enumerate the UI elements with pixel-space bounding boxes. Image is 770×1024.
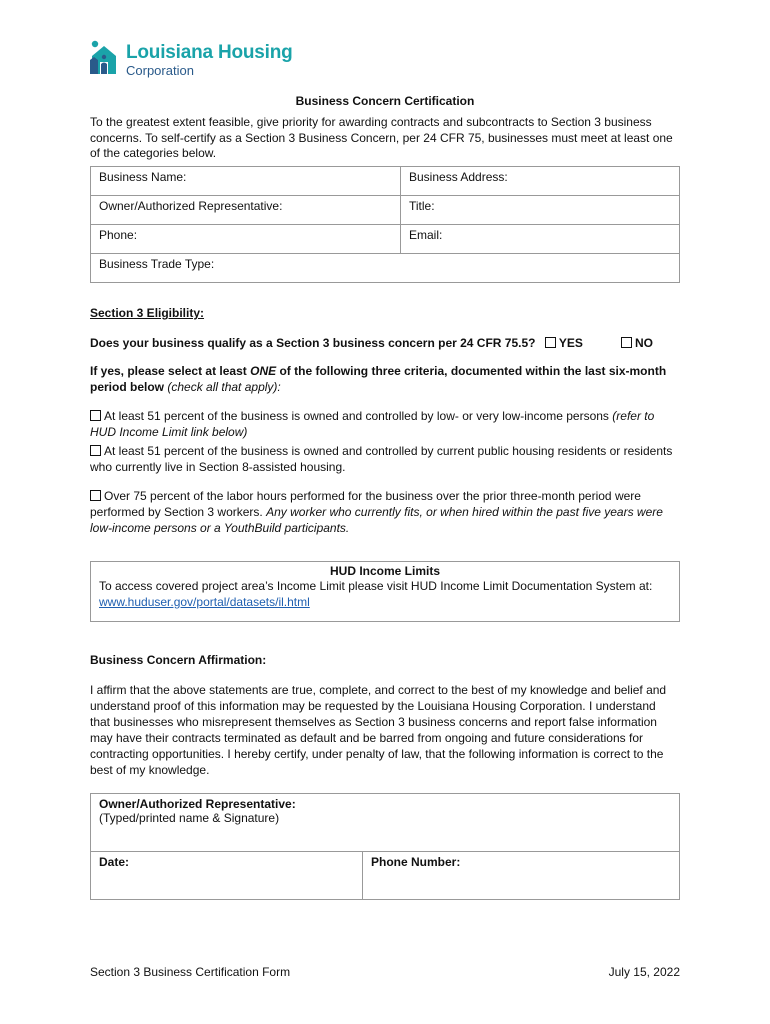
criteria-2-text: At least 51 percent of the business is owned and controlled by current public housing residents or residents who currently live in Section 8-assisted housing.: [90, 444, 673, 474]
owner-sub-label: (Typed/printed name & Signature): [99, 811, 280, 825]
intro-paragraph: To the greatest extent feasible, give priority for awarding contracts and subcontracts to Section 3 business concerns. To self-certify as a Section 3 Business Concern, per 24 CFR 75, businesses must meet at least one of the categories below.: [90, 115, 673, 160]
affirmation-paragraph: I affirm that the above statements are true, complete, and correct to the best of my knowledge and belief and understand proof of this information may be requested by the Louisiana Housing Corporation. I understand that businesses who misrepresent themselves as Section 3 business concerns and report false information may have their contracts terminated as default and be barred from ongoing and future considerations for contracting opportunities. I hereby certify, under penalty of law, that the following information is correct to the best of my knowledge.: [90, 683, 667, 777]
no-label: NO: [635, 336, 653, 350]
title-field[interactable]: Title:: [401, 196, 680, 225]
email-field[interactable]: Email:: [401, 225, 680, 254]
owner-rep-field[interactable]: Owner/Authorized Representative:: [91, 196, 401, 225]
signature-field[interactable]: [91, 794, 680, 852]
logo-subtitle: Corporation: [126, 63, 194, 78]
business-name-field[interactable]: Business Name:: [91, 167, 401, 196]
ifyes-text-2: of the following three criteria, documented within the last six-month period below: [90, 364, 667, 394]
trade-type-field[interactable]: Business Trade Type:: [91, 254, 680, 283]
owner-label: Owner/Authorized Representative:: [99, 797, 296, 811]
yes-label: YES: [558, 336, 583, 350]
criteria-2-checkbox[interactable]: [90, 445, 101, 456]
criteria-1-checkbox[interactable]: [90, 410, 101, 421]
criteria-1[interactable]: [90, 408, 675, 440]
phone-field[interactable]: Phone:: [91, 225, 401, 254]
criteria-1-note: (refer to HUD Income Limit link below): [90, 409, 655, 439]
hud-title: HUD Income Limits: [329, 564, 440, 578]
criteria-3[interactable]: [90, 488, 675, 536]
hud-description: To access covered project area’s Income Limit please visit HUD Income Limit Documentation System at:: [99, 579, 653, 593]
yes-option[interactable]: [545, 336, 583, 350]
signature-table: [90, 793, 680, 900]
logo-title: Louisiana Housing: [126, 42, 293, 63]
criteria-2[interactable]: [90, 443, 675, 475]
ifyes-text-1: If yes, please select at least: [90, 364, 247, 378]
logo: [90, 40, 293, 80]
criteria-3-text: Over 75 percent of the labor hours performed for the business over the prior three-month period were performed by Section 3 workers.: [90, 489, 641, 519]
question-text: Does your business qualify as a Section 3 business concern per 24 CFR 75.5?: [90, 336, 536, 350]
criteria-instruction: [90, 364, 670, 395]
page-title: Business Concern Certification: [295, 94, 475, 108]
business-info-table: [90, 166, 680, 283]
no-checkbox[interactable]: [621, 337, 632, 348]
ifyes-note: (check all that apply):: [167, 379, 281, 394]
house-family-icon: [90, 40, 124, 76]
eligibility-heading: Section 3 Eligibility:: [90, 306, 205, 320]
criteria-3-note: Any worker who currently fits, or when hired within the past five years were low-income persons or a YouthBuild participants.: [90, 505, 663, 535]
no-option[interactable]: [621, 336, 653, 350]
criteria-1-text: At least 51 percent of the business is owned and controlled by low- or very low-income persons: [104, 409, 609, 423]
date-field[interactable]: [91, 852, 363, 900]
hud-link[interactable]: www.huduser.gov/portal/datasets/il.html: [99, 595, 310, 609]
phone-number-field[interactable]: [363, 852, 680, 900]
eligibility-question: [90, 336, 690, 350]
business-address-field[interactable]: Business Address:: [401, 167, 680, 196]
date-label: Date:: [99, 855, 130, 869]
footer-date: July 15, 2022: [608, 965, 680, 979]
footer-form-name: Section 3 Business Certification Form: [90, 965, 291, 979]
phone-number-label: Phone Number:: [371, 855, 461, 869]
ifyes-one: ONE: [250, 364, 277, 378]
hud-income-limits-box: [90, 561, 680, 622]
yes-checkbox[interactable]: [545, 337, 556, 348]
affirmation-heading: Business Concern Affirmation:: [90, 653, 267, 667]
hud-text: [91, 578, 679, 610]
criteria-3-checkbox[interactable]: [90, 490, 101, 501]
